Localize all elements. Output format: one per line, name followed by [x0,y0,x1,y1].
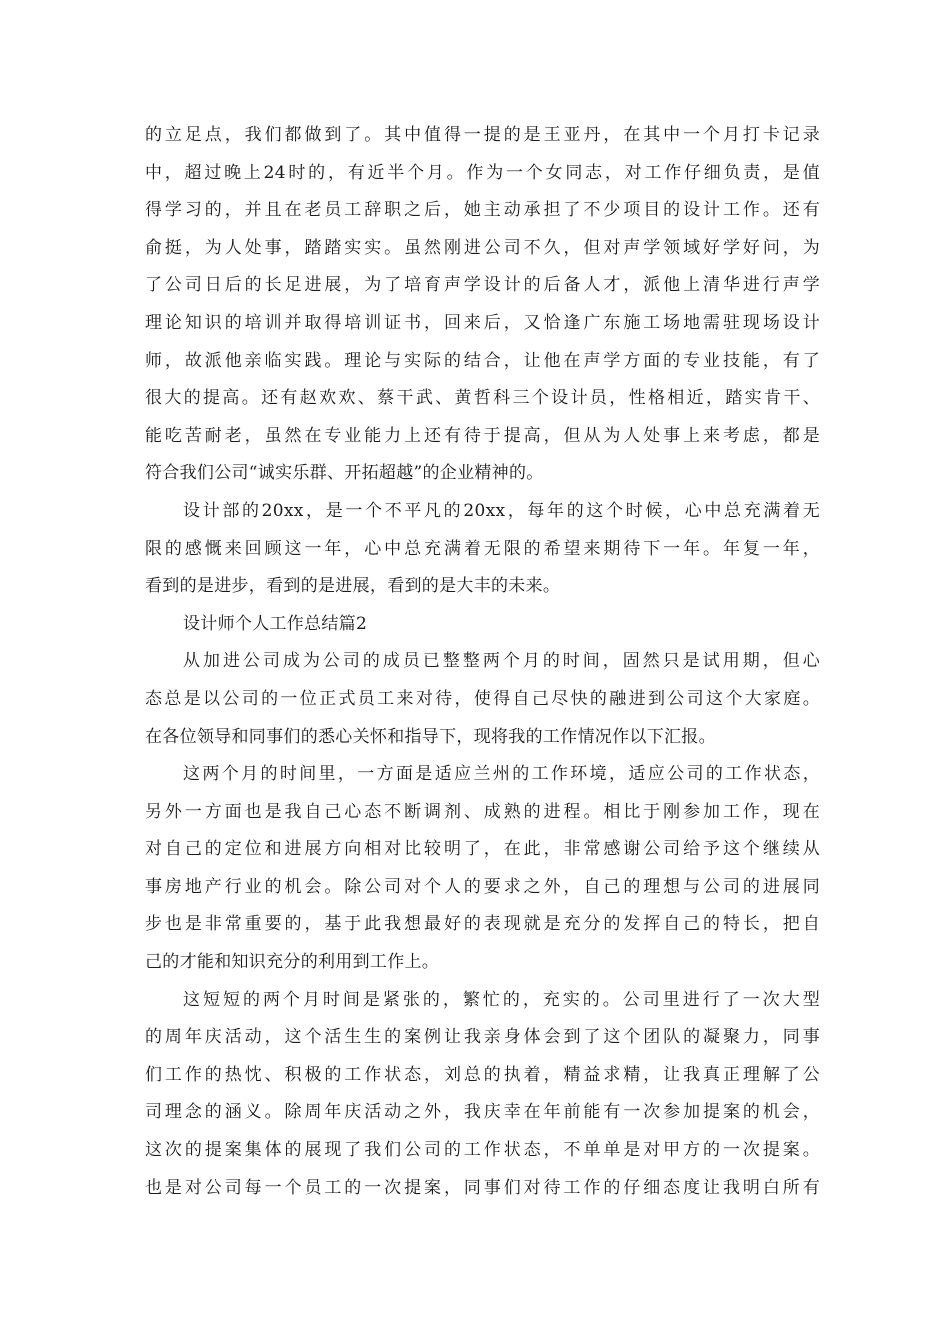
text-line: 很大的提高。还有赵欢欢、蔡干武、黄哲科三个设计员，性格相近，踏实肯干、 [145,388,820,409]
paragraph [145,493,820,606]
text-line: 理论知识的培训并取得培训证书，回来后，又恰逢广东施工场地需驻现场设计 [145,312,820,333]
text-line: 这短短的两个月时间是紧张的，繁忙的，充实的。公司里进行了一次大型 [183,989,820,1010]
text-line: 对自己的定位和进展方向相对比较明了，在此，非常感谢公司给予这个继续从 [145,839,820,860]
text-line: 这次的提案集体的展现了我们公司的工作状态，不单单是对甲方的一次提案。 [145,1140,820,1161]
paragraph [145,982,820,1208]
text-line: 中，超过晚上24时的，有近半个月。作为一个女同志，对工作仔细负责，是值 [145,162,820,183]
text-line: 符合我们公司“诚实乐群、开拓超越”的企业精神的。 [145,463,544,484]
text-line: 己的才能和知识充分的利用到工作上。 [145,952,440,973]
text-line: 限的感慨来回顾这一年，心中总充满着无限的希望来期待下一年。年复一年， [145,538,820,559]
text-line: 设计师个人工作总结篇2 [183,613,368,634]
text-line: 从加进公司成为公司的成员已整整两个月的时间，固然只是试用期，但心 [183,651,820,672]
paragraph [145,643,820,756]
document-body [145,117,820,1207]
text-line: 这两个月的时间里，一方面是适应兰州的工作环境，适应公司的工作状态， [183,764,820,785]
text-line: 态总是以公司的一位正式员工来对待，使得自己尽快的融进到公司这个大家庭。 [145,688,820,709]
text-line: 也是对公司每一个员工的一次提案，同事们对待工作的仔细态度让我明白所有 [145,1177,820,1198]
text-line: 们工作的热忱、积极的工作状态，刘总的执着，精益求精，让我真正理解了公 [145,1064,820,1085]
text-line: 得学习的，并且在老员工辞职之后，她主动承担了不少项目的设计工作。还有 [145,200,820,221]
text-line: 在各位领导和同事们的悉心关怀和指导下，现将我的工作情况作以下汇报。 [145,726,716,747]
text-line: 设计部的20xx，是一个不平凡的20xx，每年的这个时候，心中总充满着无 [183,500,820,521]
paragraph [145,756,820,982]
text-line: 俞挺，为人处事，踏踏实实。虽然刚进公司不久，但对声学领域好学好问，为 [145,237,820,258]
text-line: 的周年庆活动，这个活生生的案例让我亲身体会到了这个团队的凝聚力，同事 [145,1027,820,1048]
text-line: 看到的是进步，看到的是进展，看到的是大丰的未来。 [145,576,561,597]
text-line: 步也是非常重要的，基于此我想最好的表现就是充分的发挥自己的特长，把自 [145,914,820,935]
text-line: 了公司日后的长足进展，为了培育声学设计的后备人才，派他上清华进行声学 [145,275,820,296]
text-line: 另外一方面也是我自己心态不断调剂、成熟的进程。相比于刚参加工作，现在 [145,801,820,822]
text-line: 的立足点，我们都做到了。其中值得一提的是王亚丹，在其中一个月打卡记录 [145,125,820,145]
text-line: 事房地产行业的机会。除公司对个人的要求之外，自己的理想与公司的进展同 [145,876,820,897]
text-line: 师，故派他亲临实践。理论与实际的结合，让他在声学方面的专业技能，有了 [145,350,820,371]
text-line: 能吃苦耐老，虽然在专业能力上还有待于提高，但从为人处事上来考虑，都是 [145,425,820,446]
text-line: 司理念的涵义。除周年庆活动之外，我庆幸在年前能有一次参加提案的机会， [145,1102,820,1123]
paragraph [145,606,820,644]
paragraph [145,117,820,493]
